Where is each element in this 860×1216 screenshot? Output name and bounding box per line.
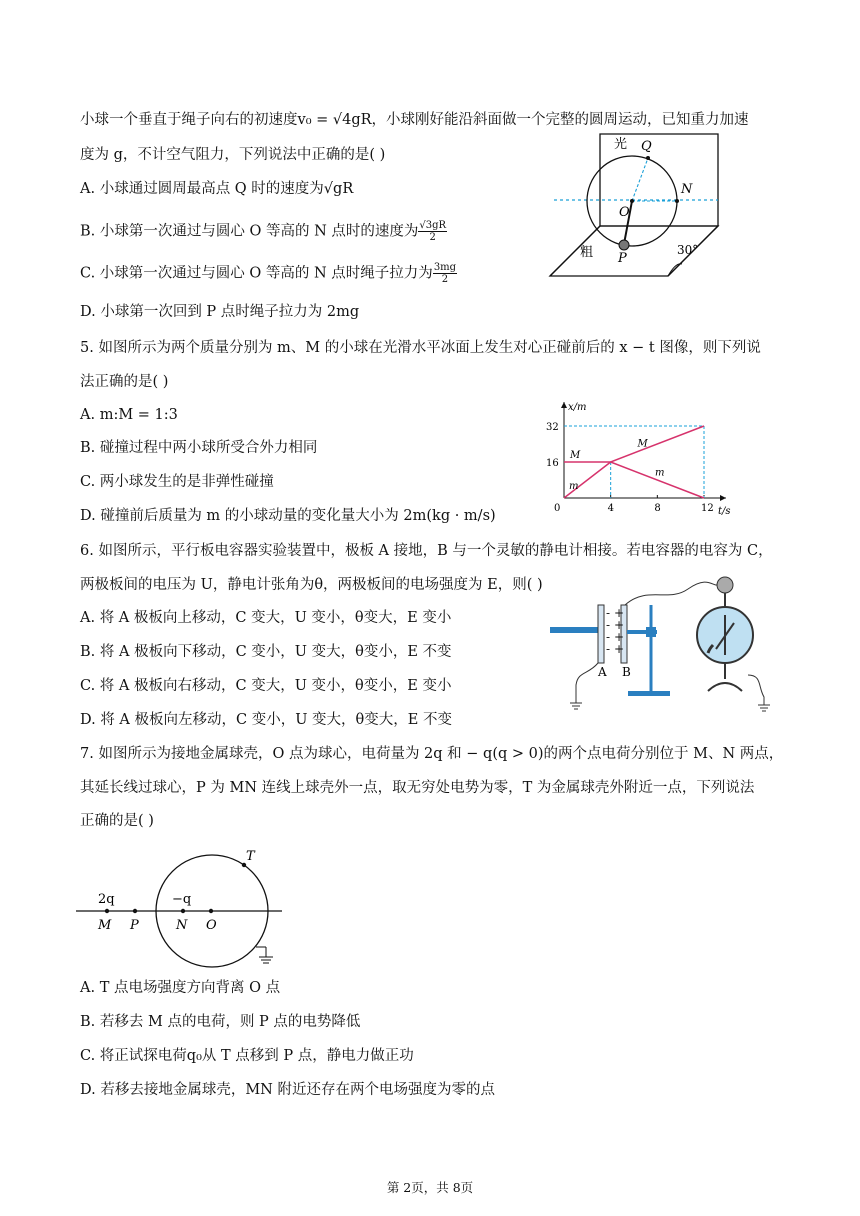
label-smooth: 光 (614, 137, 628, 152)
q7-option-c: C. 将正试探电荷q₀从 T 点移到 P 点，静电力做正功 (80, 1048, 414, 1064)
series-label-M-after: M (637, 438, 648, 450)
y-axis-label: x/m (568, 402, 587, 413)
q4-option-b-denominator: 2 (429, 232, 436, 243)
svg-text:-: - (606, 642, 611, 656)
point-q (646, 156, 650, 160)
svg-text:+: + (614, 642, 625, 656)
y-tick-label: 16 (546, 458, 559, 469)
point-m (105, 909, 109, 913)
ground-symbol (259, 957, 273, 963)
q6-stem-line2: 两极板间的电压为 U，静电计张角为θ，两极板间的电场强度为 E，则( ) (80, 577, 543, 593)
stand-base (628, 691, 670, 696)
svg-text:-: - (606, 606, 611, 620)
svg-text:+: + (614, 630, 625, 644)
label-m: M (98, 918, 112, 933)
label-p: P (618, 251, 627, 266)
q4-option-b (80, 220, 447, 243)
point-n (181, 909, 185, 913)
label-angle: 30° (677, 243, 699, 257)
q4-option-d: D. 小球第一次回到 P 点时绳子拉力为 2mg (80, 304, 360, 320)
ball (619, 240, 629, 250)
label-n: N (176, 918, 188, 933)
y-axis-arrow (561, 402, 567, 408)
q5-stem-line1: 5. 如图所示为两个质量分别为 m、M 的小球在光滑水平冰面上发生对心正碰前后的 x − t 图像，则下列说 (80, 340, 761, 356)
q7-option-b: B. 若移去 M 点的电荷，则 P 点的电势降低 (80, 1014, 361, 1030)
q7-stem-line1: 7. 如图所示为接地金属球壳，O 点为球心，电荷量为 2q 和 − q(q > 0)的两个点电荷分别位于 M、N 两点， (80, 746, 784, 762)
label-charge-n: −q (172, 892, 192, 907)
svg-text:+: + (614, 606, 625, 620)
label-p: P (130, 918, 139, 933)
svg-text:-: - (606, 618, 611, 632)
q4-stem-line1: 小球一个垂直于绳子向右的初速度v₀ = √4gR，小球刚好能沿斜面做一个完整的圆周运动，已知重力加速 (80, 112, 749, 128)
point-p (133, 909, 137, 913)
x-axis-arrow (720, 495, 726, 501)
q7-stem-line2: 其延长线过球心，P 为 MN 连线上球壳外一点，取无穷处电势为零，T 为金属球壳外附近一点，下列说法 (80, 780, 755, 796)
electrometer-base (708, 683, 742, 691)
q6-stem-line1: 6. 如图所示，平行板电容器实验装置中，极板 A 接地，B 与一个灵敏的静电计相接。若电容器的电容为 C， (80, 543, 773, 559)
q5-xt-chart (520, 378, 730, 518)
point-o (209, 909, 213, 913)
ground-symbol-a (570, 703, 582, 709)
series-label-m-after: m (655, 467, 665, 479)
label-rough: 粗 (580, 245, 594, 260)
insulating-rod (550, 627, 598, 633)
q4-option-c (80, 262, 457, 285)
q6-option-d: D. 将 A 极板向左移动，C 变小，U 变大，θ变大，E 不变 (80, 712, 452, 728)
q7-option-a: A. T 点电场强度方向背离 O 点 (80, 980, 281, 996)
q5-stem-line2: 法正确的是( ) (80, 374, 169, 390)
q4-incline-figure (540, 128, 740, 280)
x-tick-label: 4 (607, 503, 615, 514)
x-tick-label: 8 (654, 503, 661, 514)
x-tick-label: 12 (701, 503, 714, 514)
x-tick-label: 0 (554, 503, 561, 514)
q6-option-a: A. 将 A 极板向上移动，C 变大，U 变小，θ变大，E 变小 (80, 610, 452, 626)
q7-shell-figure (76, 845, 286, 975)
charges-a (606, 606, 610, 656)
q4-option-c-text: C. 小球第一次通过与圆心 O 等高的 N 点时绳子拉力为 (80, 265, 433, 282)
y-tick-label: 32 (546, 422, 559, 433)
q6-option-b: B. 将 A 极板向下移动，C 变小，U 变大，θ变小，E 不变 (80, 644, 452, 660)
q5-option-b: B. 碰撞过程中两小球所受合外力相同 (80, 440, 318, 456)
ground-wire-a (576, 663, 598, 703)
q4-option-c-denominator: 2 (441, 274, 449, 285)
q5-option-c: C. 两小球发生的是非弹性碰撞 (80, 474, 274, 490)
series-line-M (564, 426, 704, 462)
label-n: N (681, 182, 693, 197)
q5-option-a: A. m:M = 1:3 (80, 407, 178, 423)
q4-stem-line2: 度为 g，不计空气阻力，下列说法中正确的是( ) (80, 147, 386, 163)
q6-option-c: C. 将 A 极板向右移动，C 变大，U 变小，θ变小，E 变小 (80, 678, 452, 694)
series-line-m (564, 462, 704, 498)
q5-option-d: D. 碰撞前后质量为 m 的小球动量的变化量大小为 2m(kg · m/s) (80, 508, 496, 524)
connecting-wire (625, 582, 718, 605)
q4-option-b-fraction (418, 220, 447, 243)
q4-option-b-numerator: √3gR (419, 220, 447, 231)
label-o: O (619, 205, 630, 220)
series-label-M-before: M (570, 450, 581, 461)
page-footer: 第 2页，共 8页 (386, 1180, 474, 1195)
label-plate-b: B (622, 665, 631, 679)
ground-wire-electrometer (748, 675, 764, 705)
q4-option-a: A. 小球通过圆周最高点 Q 时的速度为√gR (80, 181, 354, 197)
label-t: T (246, 849, 255, 864)
center-point (630, 199, 634, 203)
electrometer-knob (717, 577, 733, 593)
ground-symbol-electrometer (758, 705, 770, 711)
q4-option-b-text: B. 小球第一次通过与圆心 O 等高的 N 点时的速度为 (80, 223, 419, 240)
q7-stem-line3: 正确的是( ) (80, 813, 154, 829)
svg-text:-: - (606, 630, 611, 644)
q7-option-d: D. 若移去接地金属球壳，MN 附近还存在两个电场强度为零的点 (80, 1082, 495, 1098)
label-plate-a: A (598, 665, 607, 679)
svg-text:+: + (614, 618, 625, 632)
q6-capacitor-figure (548, 575, 778, 717)
plate-a (598, 605, 604, 663)
q4-option-c-fraction (433, 262, 457, 285)
charges-b (614, 606, 624, 656)
radius-to-q (632, 158, 648, 201)
label-charge-m: 2q (98, 892, 115, 907)
q4-option-c-numerator: 3mg (433, 262, 457, 273)
point-n (675, 199, 679, 203)
x-axis-label: t/s (718, 506, 731, 517)
label-o: O (206, 918, 217, 933)
label-q: Q (641, 139, 652, 154)
series-label-m-before: m (569, 481, 579, 492)
